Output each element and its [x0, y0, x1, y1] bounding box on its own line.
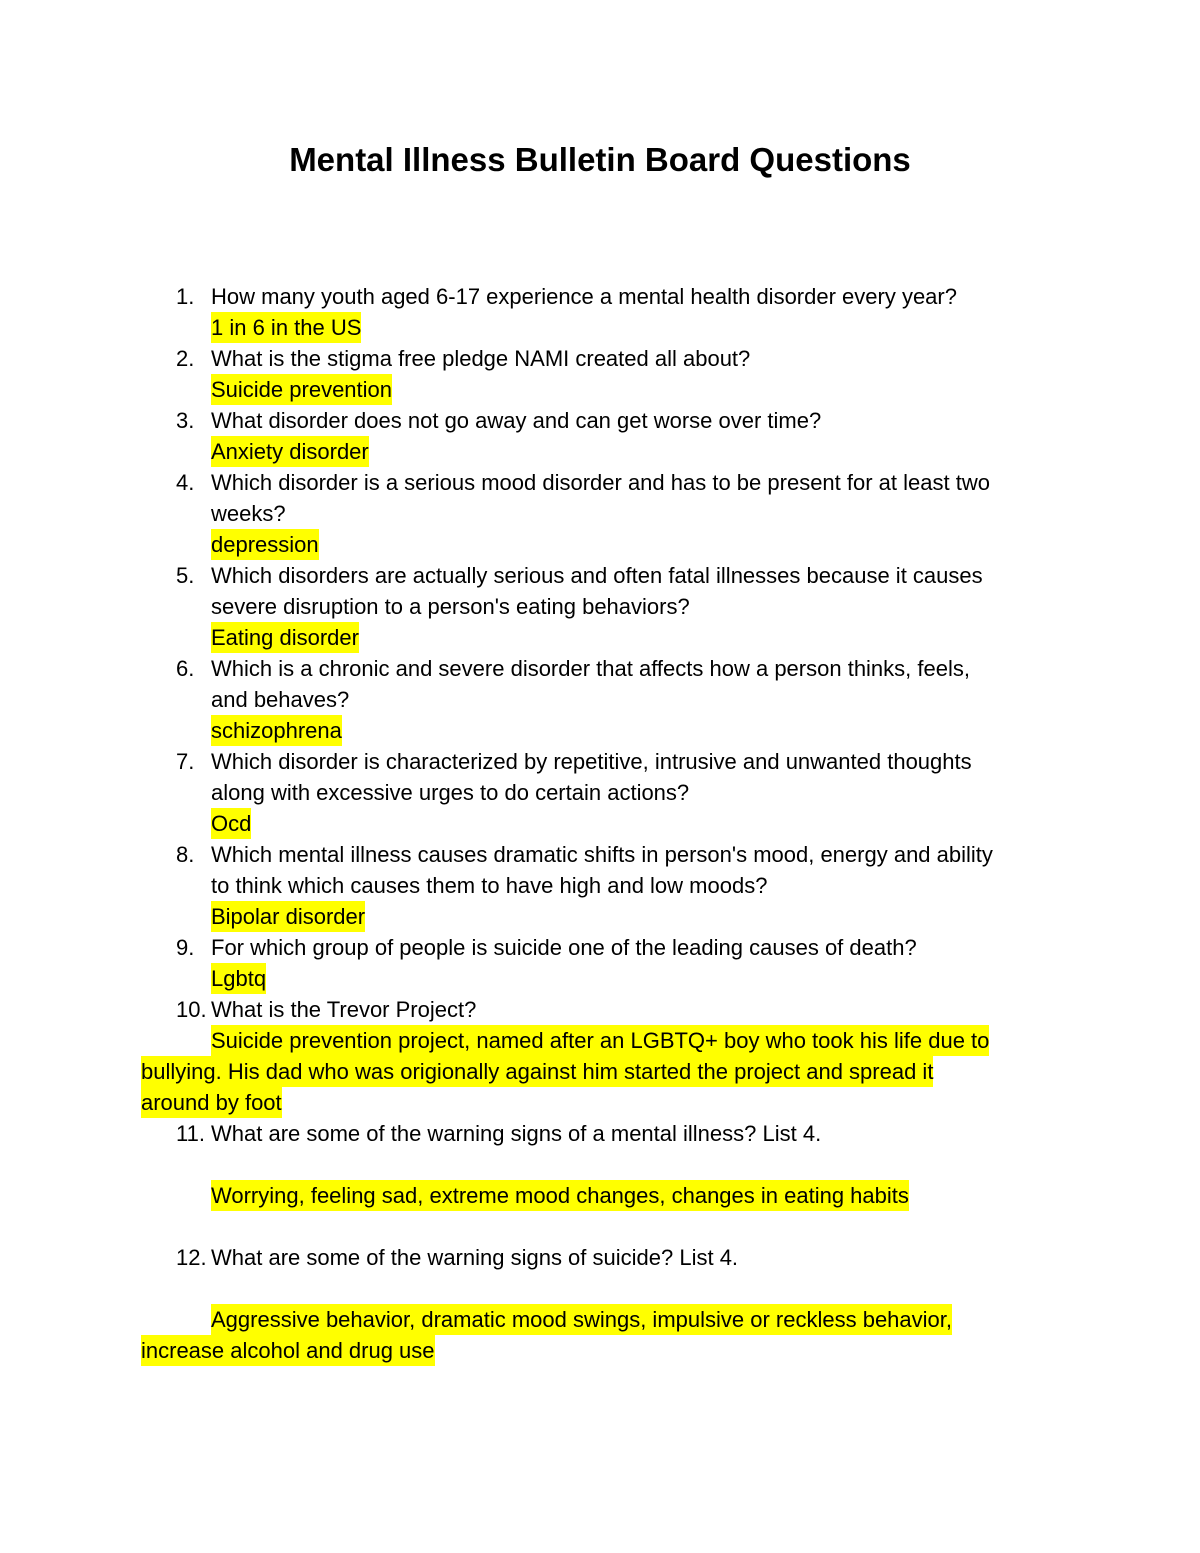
answer-text: schizophrena	[211, 715, 342, 746]
question-text: What is the stigma free pledge NAMI created all about?	[211, 346, 751, 371]
question-number: 9.	[176, 935, 195, 960]
answer-text: Bipolar disorder	[211, 901, 365, 932]
answer-text: Anxiety disorder	[211, 436, 369, 467]
question-text: weeks?	[211, 501, 286, 526]
answer-text: Suicide prevention	[211, 374, 392, 405]
question-text: Which disorders are actually serious and often fatal illnesses because it causes	[211, 563, 983, 588]
question-number: 6.	[176, 656, 195, 681]
answer-text: Aggressive behavior, dramatic mood swings, impulsive or reckless behavior,	[211, 1304, 952, 1335]
question-number: 2.	[176, 346, 195, 371]
question-number: 1.	[176, 284, 195, 309]
question-text: to think which causes them to have high and low moods?	[211, 873, 768, 898]
answer-text: Suicide prevention project, named after an LGBTQ+ boy who took his life due to	[211, 1025, 989, 1056]
answer-text: Worrying, feeling sad, extreme mood changes, changes in eating habits	[211, 1180, 909, 1211]
question-number: 12.	[176, 1245, 207, 1270]
question-text: and behaves?	[211, 687, 350, 712]
question-number: 3.	[176, 408, 195, 433]
question-text: Which disorder is a serious mood disorder and has to be present for at least two	[211, 470, 990, 495]
question-text: What are some of the warning signs of suicide? List 4.	[211, 1245, 739, 1270]
question-text: severe disruption to a person's eating behaviors?	[211, 594, 690, 619]
question-text: What is the Trevor Project?	[211, 997, 477, 1022]
answer-text: bullying. His dad who was origionally against him started the project and spread it	[141, 1056, 933, 1087]
page-title: Mental Illness Bulletin Board Questions	[289, 141, 911, 178]
answer-text: Lgbtq	[211, 963, 266, 994]
question-text: What disorder does not go away and can get worse over time?	[211, 408, 822, 433]
answer-text: 1 in 6 in the US	[211, 312, 361, 343]
answer-text: Ocd	[211, 808, 251, 839]
question-text: Which disorder is characterized by repetitive, intrusive and unwanted thoughts	[211, 749, 972, 774]
question-text: along with excessive urges to do certain actions?	[211, 780, 690, 805]
answer-text: around by foot	[141, 1087, 282, 1118]
question-text: Which mental illness causes dramatic shifts in person's mood, energy and ability	[211, 842, 993, 867]
question-number: 11.	[176, 1121, 205, 1146]
question-number: 5.	[176, 563, 195, 588]
answer-text: Eating disorder	[211, 622, 359, 653]
answer-text: depression	[211, 529, 319, 560]
question-number: 10.	[176, 997, 207, 1022]
answer-text: increase alcohol and drug use	[141, 1335, 435, 1366]
question-text: Which is a chronic and severe disorder that affects how a person thinks, feels,	[211, 656, 970, 681]
question-text: What are some of the warning signs of a mental illness? List 4.	[211, 1121, 822, 1146]
question-text: How many youth aged 6-17 experience a mental health disorder every year?	[211, 284, 957, 309]
question-text: For which group of people is suicide one of the leading causes of death?	[211, 935, 917, 960]
question-number: 7.	[176, 749, 195, 774]
question-number: 8.	[176, 842, 195, 867]
question-number: 4.	[176, 470, 195, 495]
